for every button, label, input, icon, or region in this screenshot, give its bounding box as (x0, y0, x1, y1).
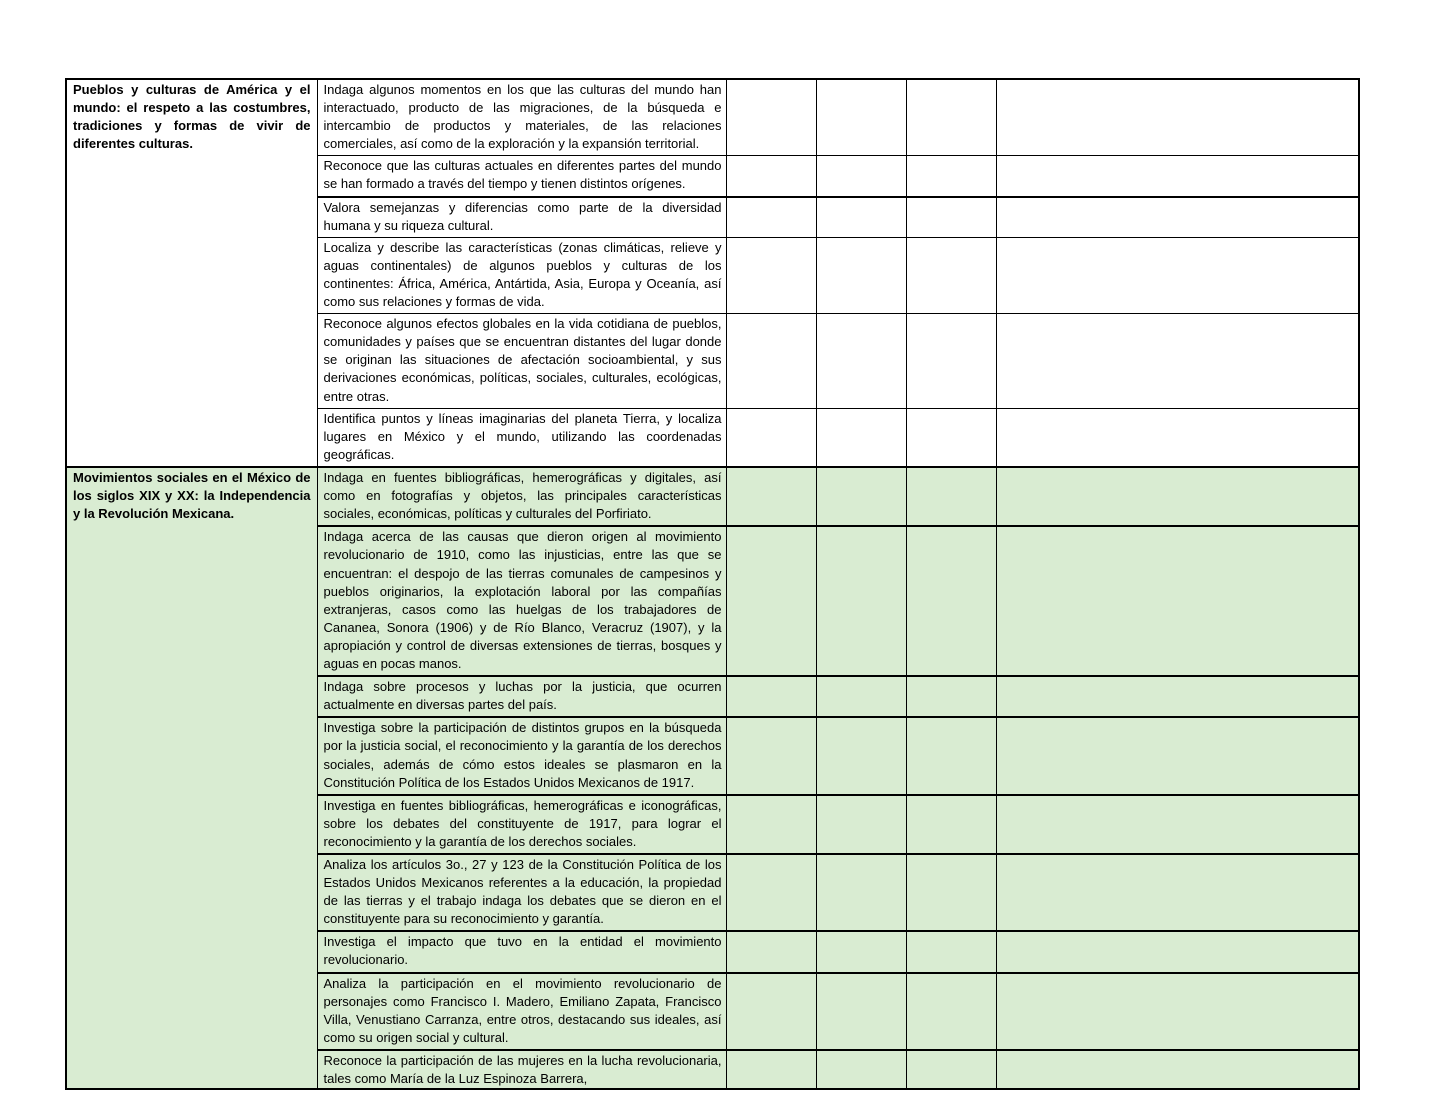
empty-cell (816, 526, 906, 676)
table-row (66, 467, 1359, 526)
outcome-text: Investiga sobre la participación de distintos grupos en la búsqueda por la justicia social, el reconocimiento y la garantía de los derechos sociales, además de cómo estos ideales se plasmaron en la Constitución Política de los Estados Unidos Mexicanos de 1917. (323, 720, 722, 790)
empty-cell (816, 795, 906, 854)
empty-cell (816, 197, 906, 238)
outcome-text: Analiza la participación en el movimiento revolucionario de personajes como Francisco I. Madero, Emiliano Zapata, Francisco Villa, Venustiano Carranza, entre otros, destacando sus ideales, así como su origen social y cultural. (323, 975, 722, 1045)
empty-cell (726, 79, 816, 156)
outcome-text: Reconoce algunos efectos globales en la vida cotidiana de pueblos, comunidades y países que se encuentran distantes del lugar donde se originan las situaciones de afectación socioambiental, y sus derivaciones económicas, políticas, sociales, culturales, ecológicas, entre otras. (323, 316, 722, 404)
empty-cell (816, 717, 906, 794)
empty-cell-wide (996, 79, 1359, 156)
empty-cell (726, 676, 816, 717)
empty-cell (906, 717, 996, 794)
outcome-cell (317, 931, 726, 972)
empty-cell (726, 156, 816, 197)
empty-cell (816, 931, 906, 972)
empty-cell-wide (996, 237, 1359, 313)
empty-cell-wide (996, 197, 1359, 238)
outcome-text: Indaga acerca de las causas que dieron origen al movimiento revolucionario de 1910, como las injusticias, entre las que se encuentran: el despojo de las tierras comunales de campesinos y pueblos originarios, la explotación laboral por las compañías extranjeras, casos como las huelgas de los trabajadores de Cananea, Sonora (1906) y de Río Blanco, Veracruz (1907), y la apropiación y control de diversas extensiones de tierras, bosques y aguas en pocas manos. (323, 529, 722, 672)
empty-cell-wide (996, 156, 1359, 197)
empty-cell (906, 931, 996, 972)
topic-cell (66, 79, 317, 467)
topic-cell (66, 467, 317, 1089)
outcome-cell (317, 973, 726, 1050)
outcome-cell (317, 467, 726, 526)
empty-cell (906, 156, 996, 197)
outcome-text: Indaga en fuentes bibliográficas, hemerográficas y digitales, así como en fotografías y objetos, las principales características sociales, económicas, políticas y culturales del Porfiriato. (323, 470, 722, 522)
empty-cell (726, 467, 816, 526)
empty-cell (816, 408, 906, 467)
empty-cell (906, 854, 996, 931)
outcome-text: Investiga en fuentes bibliográficas, hemerográficas e iconográficas, sobre los debates del constituyente de 1917, para lograr el reconocimiento y la garantía de los derechos sociales. (323, 797, 722, 849)
empty-cell (816, 973, 906, 1050)
topic-text: Movimientos sociales en el México de los siglos XIX y XX: la Independencia y la Revolución Mexicana. (73, 470, 311, 522)
empty-cell (726, 197, 816, 238)
empty-cell (726, 795, 816, 854)
empty-cell (816, 79, 906, 156)
empty-cell (816, 314, 906, 408)
outcome-cell (317, 1050, 726, 1089)
outcome-cell (317, 795, 726, 854)
outcome-cell (317, 526, 726, 676)
empty-cell (726, 408, 816, 467)
empty-cell-wide (996, 973, 1359, 1050)
outcome-cell (317, 197, 726, 238)
outcome-cell (317, 314, 726, 408)
empty-cell-wide (996, 1050, 1359, 1089)
outcome-text: Valora semejanzas y diferencias como parte de la diversidad humana y su riqueza cultural. (323, 199, 722, 233)
outcome-cell (317, 676, 726, 717)
empty-cell (906, 197, 996, 238)
curriculum-table (65, 78, 1360, 1090)
outcome-cell (317, 854, 726, 931)
outcome-cell (317, 156, 726, 197)
empty-cell (726, 1050, 816, 1089)
empty-cell (816, 237, 906, 313)
outcome-cell (317, 717, 726, 794)
outcome-text-truncated: Reconoce la participación de las mujeres en la lucha revolucionaria, tales como María de la Luz Espinoza Barrera, (323, 1052, 722, 1086)
outcome-cell (317, 79, 726, 156)
empty-cell (906, 795, 996, 854)
empty-cell (816, 156, 906, 197)
empty-cell-wide (996, 854, 1359, 931)
section-pueblos-y-culturas (66, 79, 1359, 467)
topic-text: Pueblos y culturas de América y el mundo: el respeto a las costumbres, tradiciones y formas de vivir de diferentes culturas. (73, 82, 311, 152)
empty-cell-wide (996, 314, 1359, 408)
empty-cell (816, 1050, 906, 1089)
empty-cell (726, 717, 816, 794)
outcome-text: Reconoce que las culturas actuales en diferentes partes del mundo se han formado a través del tiempo y tienen distintos orígenes. (323, 158, 722, 192)
empty-cell (906, 526, 996, 676)
empty-cell (726, 237, 816, 313)
empty-cell (816, 467, 906, 526)
outcome-text: Analiza los artículos 3o., 27 y 123 de la Constitución Política de los Estados Unidos Mexicanos referentes a la educación, la propiedad de las tierras y el trabajo indaga los debates que se dieron en el constituyente para su reconocimiento y garantía. (323, 856, 722, 927)
table-row (66, 79, 1359, 156)
empty-cell (726, 931, 816, 972)
empty-cell (906, 408, 996, 467)
empty-cell-wide (996, 676, 1359, 717)
empty-cell (906, 79, 996, 156)
empty-cell (726, 314, 816, 408)
outcome-cell (317, 237, 726, 313)
outcome-text: Localiza y describe las características (zonas climáticas, relieve y aguas continentales) de algunos pueblos y culturas de los continentes: África, América, Antártida, Asia, Europa y Oceanía, así como sus relaciones y formas de vida. (323, 239, 722, 310)
outcome-text: Identifica puntos y líneas imaginarias del planeta Tierra, y localiza lugares en México y el mundo, utilizando las coordenadas geográficas. (323, 410, 722, 462)
outcome-text: Indaga sobre procesos y luchas por la justicia, que ocurren actualmente en diversas partes del país. (323, 679, 722, 713)
empty-cell-wide (996, 526, 1359, 676)
section-movimientos-sociales (66, 467, 1359, 1089)
empty-cell (906, 314, 996, 408)
empty-cell-wide (996, 795, 1359, 854)
empty-cell-wide (996, 717, 1359, 794)
empty-cell (726, 854, 816, 931)
empty-cell (906, 467, 996, 526)
empty-cell-wide (996, 467, 1359, 526)
outcome-text: Investiga el impacto que tuvo en la entidad el movimiento revolucionario. (323, 934, 722, 968)
outcome-cell (317, 408, 726, 467)
empty-cell (816, 676, 906, 717)
empty-cell (816, 854, 906, 931)
empty-cell (906, 676, 996, 717)
empty-cell-wide (996, 408, 1359, 467)
empty-cell (906, 237, 996, 313)
empty-cell (726, 526, 816, 676)
outcome-text: Indaga algunos momentos en los que las culturas del mundo han interactuado, producto de las migraciones, de la búsqueda e intercambio de productos y materiales, de las relaciones comerciales, así como de la exploración y la expansión territorial. (323, 82, 722, 152)
empty-cell (906, 973, 996, 1050)
empty-cell (726, 973, 816, 1050)
empty-cell (906, 1050, 996, 1089)
empty-cell-wide (996, 931, 1359, 972)
